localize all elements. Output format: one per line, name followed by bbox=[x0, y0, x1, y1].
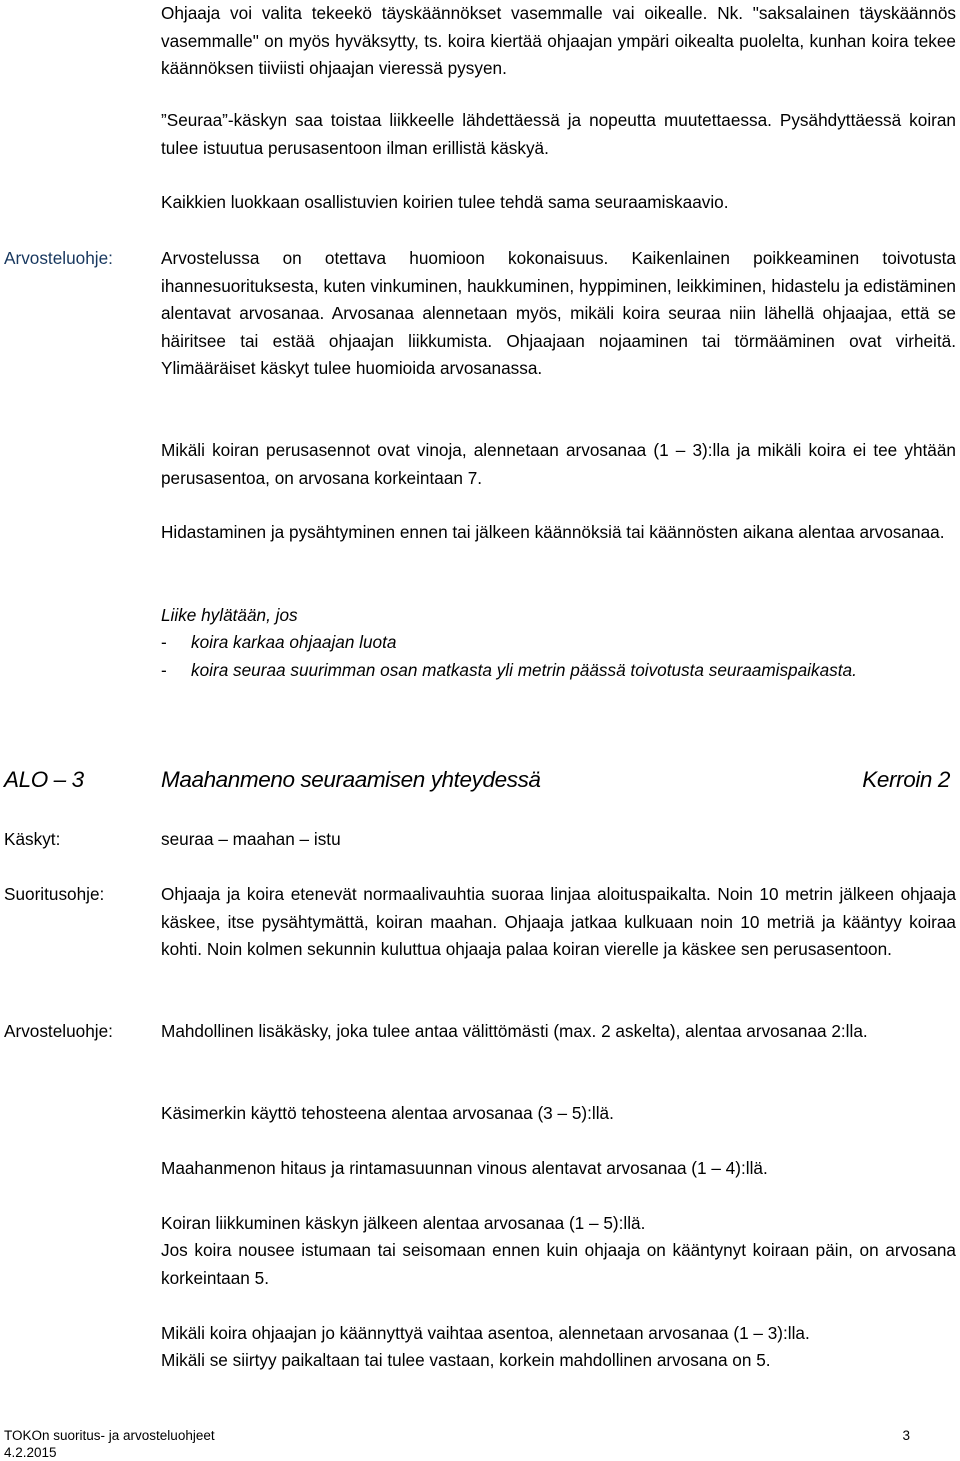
exercise-coefficient: Kerroin 2 bbox=[862, 767, 950, 792]
evaluation-paragraph-3: Hidastaminen ja pysähtyminen ennen tai jälkeen käännöksiä tai käännösten aikana alentaa arvosanaa. bbox=[161, 522, 945, 542]
footer-date: 4.2.2015 bbox=[4, 1445, 57, 1460]
evaluation-paragraph-1: Arvostelussa on otettava huomioon kokonaisuus. Kaikenlainen poikkeaminen toivotusta ihannesuorituksesta, kuten vinkuminen, haukkuminen, hyppiminen, leikkiminen, hidastelu ja edistäminen alentavat arvosanaa. Arvosanaa alennetaan myös, mikäli koira seuraa niin lähellä ohjaajaa, että se häiritsee tai estää ohjaajan liikkumista. Ohjaajaan nojaaminen tai törmääminen ovat virheitä. Ylimääräiset käskyt tulee huomioida arvosanassa. bbox=[161, 248, 956, 378]
reject-list bbox=[161, 629, 956, 684]
performance-label: Suoritusohje: bbox=[4, 884, 105, 904]
evaluation2-paragraph-7: Mikäli se siirtyy paikaltaan tai tulee vastaan, korkein mahdollinen arvosana on 5. bbox=[161, 1350, 771, 1370]
evaluation2-paragraph-3: Maahanmenon hitaus ja rintamasuunnan vinous alentavat arvosanaa (1 – 4):llä. bbox=[161, 1158, 768, 1178]
evaluation2-paragraph-5: Jos koira nousee istumaan tai seisomaan ennen kuin ohjaaja on kääntynyt koiraan päin, on arvosana korkeintaan 5. bbox=[161, 1240, 956, 1288]
evaluation2-paragraph-1: Mahdollinen lisäkäsky, joka tulee antaa välittömästi (max. 2 askelta), alentaa arvosanaa 2:lla. bbox=[161, 1021, 868, 1041]
footer-document-title: TOKOn suoritus- ja arvosteluohjeet bbox=[4, 1428, 215, 1443]
commands-label: Käskyt: bbox=[4, 829, 61, 849]
evaluation-label-2: Arvosteluohje: bbox=[4, 1021, 113, 1041]
performance-text: Ohjaaja ja koira etenevät normaalivauhtia suoraa linjaa aloituspaikalta. Noin 10 metrin jälkeen ohjaaja käskee, itse pysähtymättä, koiran maahan. Ohjaaja jatkaa kulkuaan noin 10 metriä ja kääntyy koiraa kohti. Noin kolmen sekunnin kuluttua ohjaaja palaa koiran vierelle ja käskee sen perusasentoon. bbox=[161, 884, 956, 959]
intro-paragraph-3: Kaikkien luokkaan osallistuvien koirien tulee tehdä sama seuraamiskaavio. bbox=[161, 192, 729, 212]
exercise-code: ALO – 3 bbox=[4, 767, 84, 792]
list-item: - koira seuraa suurimman osan matkasta yli metrin päässä toivotusta seuraamispaikasta. bbox=[161, 657, 956, 685]
evaluation-paragraph-2: Mikäli koiran perusasennot ovat vinoja, alennetaan arvosanaa (1 – 3):lla ja mikäli koira ei tee yhtään perusasentoa, on arvosana korkeintaan 7. bbox=[161, 440, 956, 488]
evaluation2-paragraph-6: Mikäli koira ohjaajan jo käännyttyä vaihtaa asentoa, alennetaan arvosanaa (1 – 3):lla. bbox=[161, 1323, 810, 1343]
reject-title: Liike hylätään, jos bbox=[161, 605, 298, 625]
evaluation-label: Arvosteluohje: bbox=[4, 248, 113, 268]
exercise-heading bbox=[4, 767, 954, 801]
evaluation2-paragraph-2: Käsimerkin käyttö tehosteena alentaa arvosanaa (3 – 5):llä. bbox=[161, 1103, 614, 1123]
intro-paragraph-1: Ohjaaja voi valita tekeekö täyskäännökset vasemmalle vai oikealle. Nk. "saksalainen täyskäännös vasemmalle" on myös hyväksytty, ts. koira kiertää ohjaajan ympäri oikealta puolelta, kunhan koira tekee käännöksen tiiviisti ohjaajan vieressä pysyen. bbox=[161, 3, 956, 78]
commands-text: seuraa – maahan – istu bbox=[161, 829, 341, 849]
exercise-title: Maahanmeno seuraamisen yhteydessä bbox=[161, 767, 541, 792]
evaluation2-paragraph-4: Koiran liikkuminen käskyn jälkeen alentaa arvosanaa (1 – 5):llä. bbox=[161, 1213, 646, 1233]
list-item: - koira karkaa ohjaajan luota bbox=[161, 629, 956, 657]
intro-paragraph-2: ”Seuraa”-käskyn saa toistaa liikkeelle lähdettäessä ja nopeutta muutettaessa. Pysähdyttäessä koiran tulee istuutua perusasentoon ilman erillistä käskyä. bbox=[161, 110, 956, 158]
footer-page-number: 3 bbox=[902, 1428, 910, 1443]
page-footer bbox=[4, 1427, 910, 1461]
